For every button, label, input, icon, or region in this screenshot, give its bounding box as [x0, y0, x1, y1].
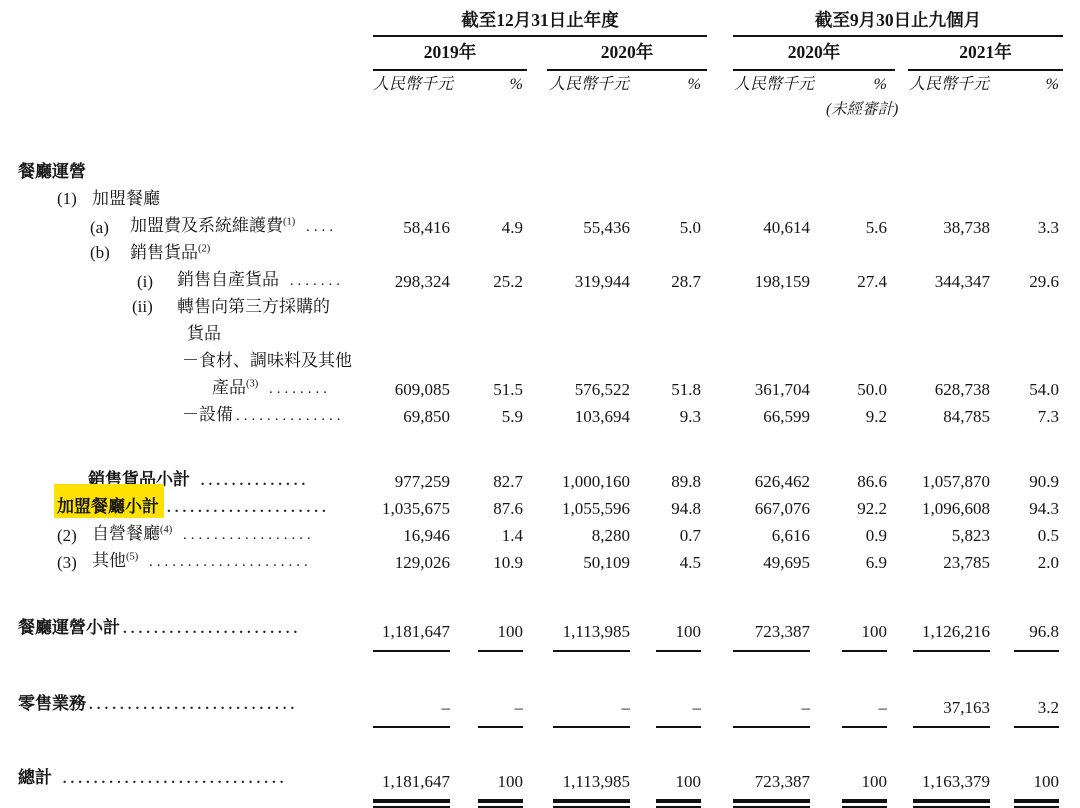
cell-percent: 92.2 [857, 499, 887, 518]
cell-percent: 3.2 [990, 694, 1063, 728]
row-label [0, 374, 258, 401]
table-row [0, 266, 1080, 293]
cell-amount: 626,462 [754, 472, 810, 491]
row-prefix: (a) [90, 218, 109, 237]
row-label [0, 320, 221, 347]
percent-label: % [1045, 76, 1059, 93]
cell-amount: 5,823 [951, 526, 990, 545]
cell-amount: 344,347 [934, 272, 990, 291]
table-row [0, 547, 1080, 574]
period-title-annual: 截至12月31日止年度 [373, 8, 707, 37]
table-row [0, 158, 1080, 185]
row-label-text: 加盟費及系統維護費$^{(1)}$ [130, 216, 296, 235]
row-stub [0, 293, 373, 320]
cell-percent: 25.2 [493, 272, 523, 291]
cell-amount: 319,944 [574, 272, 630, 291]
cell-percent: 0.9 [865, 526, 887, 545]
row-label-text: －食材、調味料及其他 [182, 351, 352, 370]
row-label [0, 466, 190, 493]
cell-percent: 10.9 [493, 553, 523, 572]
row-gap [0, 574, 1080, 608]
cell-amount: – [373, 694, 450, 728]
table-row [0, 239, 1080, 266]
cell-amount: 723,387 [707, 618, 810, 652]
cell-amount: 8,280 [591, 526, 630, 545]
row-prefix: (2) [57, 526, 77, 545]
cell-percent: 1.4 [501, 526, 523, 545]
cell-amount: 6,616 [771, 526, 810, 545]
cell-percent: 100 [810, 618, 895, 652]
cell-percent: 9.2 [865, 407, 887, 426]
double-rule [1014, 799, 1059, 808]
dot-leader: ....................... [123, 621, 302, 637]
cell-percent: 27.4 [857, 272, 887, 291]
cell-percent: 4.9 [501, 218, 523, 237]
double-rule [656, 799, 701, 808]
row-label [0, 493, 164, 520]
table-row [0, 320, 1080, 347]
cell-amount: 1,096,608 [922, 499, 990, 518]
cell-amount: 609,085 [394, 380, 450, 399]
cell-percent: 51.5 [493, 380, 523, 399]
cell-amount: 129,026 [394, 553, 450, 572]
footnote-ref: (3) [246, 378, 259, 390]
year-2020-9m: 2020年 [733, 37, 895, 71]
cell-amount: 50,109 [583, 553, 630, 572]
cell-amount: 723,387 [707, 768, 810, 808]
cell-amount: 1,035,675 [382, 499, 450, 518]
dot-leader: .............. [236, 408, 345, 424]
cell-percent: 89.8 [671, 472, 701, 491]
cell-amount: 55,436 [583, 218, 630, 237]
cell-percent: 86.6 [857, 472, 887, 491]
row-stub [0, 320, 373, 347]
cell-amount: 1,000,160 [562, 472, 630, 491]
cell-amount: 38,738 [943, 218, 990, 237]
row-stub [0, 493, 373, 522]
row-stub [0, 347, 373, 374]
cell-amount: 58,416 [403, 218, 450, 237]
cell-amount: 667,076 [754, 499, 810, 518]
cell-amount: 1,163,379 [895, 768, 990, 808]
cell-percent: 100 [810, 768, 895, 808]
cell-percent: 87.6 [493, 499, 523, 518]
row-stub [0, 614, 373, 652]
cell-percent: 51.8 [671, 380, 701, 399]
row-label-text: 其他$^{(5)}$ [92, 551, 139, 570]
table-row [0, 684, 1080, 728]
cell-percent: 0.7 [679, 526, 701, 545]
footnote-ref: (4) [160, 524, 173, 536]
row-stub [0, 466, 373, 495]
row-stub [0, 185, 373, 212]
cell-amount: 84,785 [943, 407, 990, 426]
table-row [0, 466, 1080, 493]
cell-amount: 23,785 [943, 553, 990, 572]
cell-amount: 49,695 [763, 553, 810, 572]
double-rule [913, 799, 990, 808]
period-title-nine-months: 截至9月30日止九個月 [733, 8, 1063, 37]
percent-label: % [509, 76, 523, 93]
percent-label: % [687, 76, 701, 93]
row-stub [0, 547, 373, 576]
row-label [0, 690, 86, 717]
cell-percent: 28.7 [671, 272, 701, 291]
cell-amount: 1,181,647 [373, 768, 450, 808]
cell-percent: 94.3 [1029, 499, 1059, 518]
cell-percent: 100 [630, 768, 707, 808]
row-label [0, 293, 330, 320]
footnote-ref: (1) [283, 216, 296, 228]
table-row [0, 608, 1080, 652]
cell-percent: 82.7 [493, 472, 523, 491]
amount-unit-label: 人民幣千元 [909, 76, 990, 93]
row-stub [0, 239, 373, 266]
cell-amount: 66,599 [763, 407, 810, 426]
row-prefix: (3) [57, 553, 77, 572]
table-header [0, 0, 1080, 122]
cell-percent: 94.8 [671, 499, 701, 518]
cell-amount: 1,057,870 [922, 472, 990, 491]
table-row [0, 185, 1080, 212]
row-label-text: 產品$^{(3)}$ [212, 378, 259, 397]
table-row [0, 493, 1080, 520]
dot-leader: .... [298, 219, 337, 235]
cell-percent: 100 [630, 618, 707, 652]
table-row [0, 212, 1080, 239]
table-row [0, 758, 1080, 808]
table-body [0, 122, 1080, 808]
dot-leader: ........ [261, 381, 331, 397]
row-label-text: 自營餐廳$^{(4)}$ [92, 524, 173, 543]
row-label-text: 銷售自產貨品 [177, 270, 279, 289]
cell-percent: 5.9 [501, 407, 523, 426]
year-2019: 2019年 [373, 37, 527, 71]
row-label-text: 轉售向第三方採購的 [177, 297, 330, 316]
cell-amount: 16,946 [403, 526, 450, 545]
cell-amount: 1,113,985 [527, 618, 630, 652]
cell-percent: 29.6 [1029, 272, 1059, 291]
row-prefix: (ii) [132, 297, 153, 316]
dot-leader: ................. [175, 527, 315, 543]
row-label [0, 185, 160, 212]
cell-percent: 50.0 [857, 380, 887, 399]
row-label [0, 520, 172, 547]
dot-leader: ..................... [167, 500, 330, 516]
table-row [0, 347, 1080, 374]
row-stub [0, 374, 373, 403]
cell-amount: – [527, 694, 630, 728]
cell-amount: 298,324 [394, 272, 450, 291]
cell-amount: 69,850 [403, 407, 450, 426]
row-label-text: 銷售貨品$^{(2)}$ [130, 243, 211, 262]
cell-amount: 37,163 [895, 694, 990, 728]
cell-amount: 977,259 [394, 472, 450, 491]
unit-header-row [0, 71, 1080, 98]
row-prefix: (b) [90, 243, 110, 262]
cell-percent: 4.5 [679, 553, 701, 572]
cell-amount: 1,113,985 [527, 768, 630, 808]
cell-amount: 1,181,647 [373, 618, 450, 652]
double-rule [478, 799, 523, 808]
cell-percent: 54.0 [1029, 380, 1059, 399]
cell-amount: 1,055,596 [562, 499, 630, 518]
cell-percent: – [810, 694, 895, 728]
row-label-text: 餐廳運營小計 [18, 618, 120, 637]
cell-percent: 100 [450, 618, 527, 652]
cell-percent: 100 [450, 768, 527, 808]
dot-leader: ....... [282, 273, 344, 289]
cell-amount: – [707, 694, 810, 728]
row-stub [0, 690, 373, 728]
row-stub [0, 520, 373, 549]
double-rule [553, 799, 630, 808]
cell-amount: 1,126,216 [895, 618, 990, 652]
row-label [0, 401, 233, 428]
cell-amount: 576,522 [574, 380, 630, 399]
row-gap [0, 428, 1080, 466]
cell-percent: 96.8 [990, 618, 1063, 652]
row-label [0, 347, 352, 374]
row-stub [0, 158, 373, 185]
row-label [0, 212, 295, 239]
footnote-ref: (5) [126, 551, 139, 563]
row-stub [0, 266, 373, 295]
double-rule [373, 799, 450, 808]
table-row [0, 520, 1080, 547]
cell-amount: 361,704 [754, 380, 810, 399]
row-label [0, 158, 86, 185]
row-label-text: 加盟餐廳 [92, 189, 160, 208]
percent-label: % [873, 76, 887, 93]
double-rule [733, 799, 810, 808]
row-label [0, 764, 52, 791]
row-label-text: 零售業務 [18, 694, 86, 713]
cell-amount: 103,694 [574, 407, 630, 426]
cell-percent: 90.9 [1029, 472, 1059, 491]
highlighted-row-label-text: 加盟餐廳小計 [54, 497, 164, 518]
cell-percent: 100 [990, 768, 1063, 808]
dot-leader: ........................... [89, 697, 299, 713]
row-label-text: 總計 [18, 768, 52, 787]
row-label-text: 貨品 [187, 324, 221, 343]
footnote-ref: (2) [198, 243, 211, 255]
year-2020: 2020年 [547, 37, 707, 71]
row-gap [0, 652, 1080, 684]
row-gap [0, 728, 1080, 758]
table-row [0, 374, 1080, 401]
cell-amount: 40,614 [763, 218, 810, 237]
amount-unit-label: 人民幣千元 [373, 76, 454, 93]
cell-percent: 2.0 [1037, 553, 1059, 572]
cell-percent: 5.6 [865, 218, 887, 237]
cell-percent: 0.5 [1037, 526, 1059, 545]
dot-leader: .............. [193, 473, 310, 489]
cell-percent: 3.3 [1037, 218, 1059, 237]
table-row [0, 293, 1080, 320]
cell-amount: 198,159 [754, 272, 810, 291]
year-header-row [0, 37, 1080, 71]
amount-unit-label: 人民幣千元 [549, 76, 630, 93]
row-label [0, 614, 120, 641]
dot-leader: ..................... [141, 554, 312, 570]
row-stub [0, 212, 373, 241]
amount-unit-label: 人民幣千元 [734, 76, 815, 93]
cell-percent: 5.0 [679, 218, 701, 237]
row-label-text: 銷售貨品小計 [88, 470, 190, 489]
row-prefix: (1) [57, 189, 77, 208]
double-rule [842, 799, 887, 808]
row-label-text: 餐廳運營 [18, 162, 86, 181]
cell-amount: 628,738 [934, 380, 990, 399]
period-title-row [0, 8, 1080, 37]
row-prefix: (i) [137, 272, 154, 291]
table-row [0, 401, 1080, 428]
unaudited-note: (未經審計) [826, 101, 899, 118]
cell-percent: 9.3 [679, 407, 701, 426]
cell-percent: 7.3 [1037, 407, 1059, 426]
row-stub [0, 401, 373, 430]
row-stub [0, 764, 373, 808]
cell-percent: 6.9 [865, 553, 887, 572]
dot-leader: ............................. [55, 771, 288, 787]
cell-percent: – [630, 694, 707, 728]
row-label-text: －設備 [182, 405, 233, 424]
year-2021-9m: 2021年 [908, 37, 1063, 71]
cell-percent: – [450, 694, 527, 728]
